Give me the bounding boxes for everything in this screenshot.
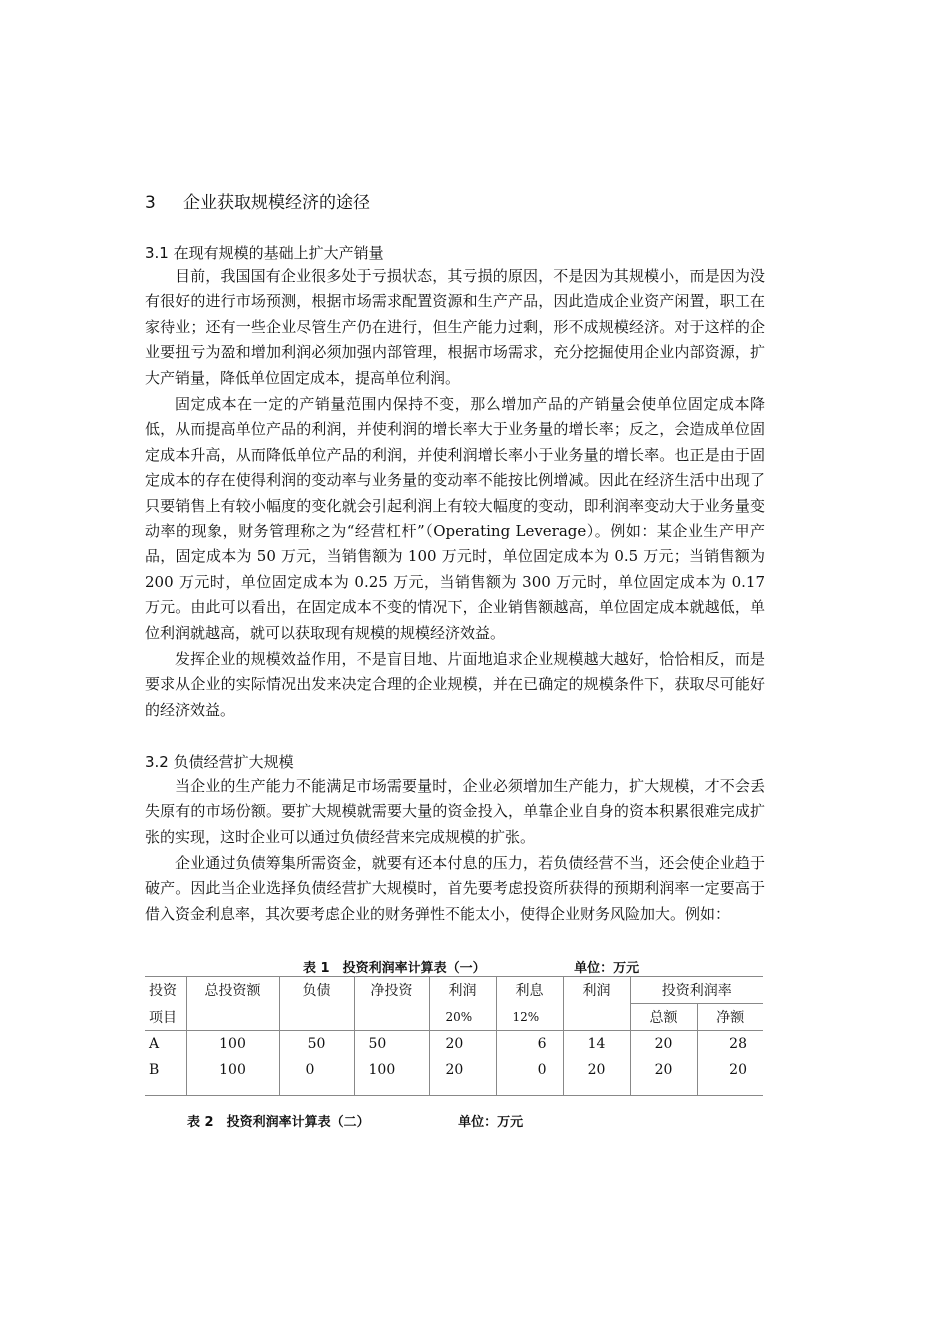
header-roi: 投资利润率 <box>630 977 763 1004</box>
cell-profit: 20 <box>563 1057 630 1083</box>
header-roi-net: 净额 <box>697 1004 763 1031</box>
cell-net: 100 <box>354 1057 429 1083</box>
cell-roi-net: 20 <box>697 1057 763 1083</box>
table2-caption: 表 2 投资利润率计算表（二） <box>187 1115 370 1130</box>
table-subheader-row <box>145 1004 763 1031</box>
header-debt: 负债 <box>279 977 354 1004</box>
table1-caption-row <box>303 957 639 976</box>
header-roi-total: 总额 <box>630 1004 697 1031</box>
paragraph-3-1-3: 发挥企业的规模效益作用，不是盲目地、片面地追求企业规模越大越好，恰恰相反，而是要求从企业的实际情况出发来决定合理的企业规模，并在已确定的规模条件下，获取尽可能好的经济效益。 <box>145 650 765 719</box>
paragraph-3-2-1: 当企业的生产能力不能满足市场需要量时，企业必须增加生产能力，扩大规模，才不会丢失原有的市场份额。要扩大规模就需要大量的资金投入，单靠企业自身的资本积累很难完成扩张的实现，这时企业可以通过负债经营来完成规模的扩张。 <box>145 777 765 846</box>
subsection-heading-3-1: 3.1 在现有规模的基础上扩大产销量 <box>145 244 384 262</box>
table-row <box>145 1057 763 1083</box>
cell-total: 100 <box>186 1057 279 1083</box>
cell-profit-rate: 20 <box>429 1057 496 1083</box>
section-title: 企业获取规模经济的途径 <box>183 193 370 213</box>
cell-profit-rate: 20 <box>429 1031 496 1058</box>
header-interest: 利息 <box>496 977 563 1004</box>
cell-total: 100 <box>186 1031 279 1058</box>
paragraph-3-1-2: 固定成本在一定的产销量范围内保持不变，那么增加产品的产销量会使单位固定成本降低，从而提高单位产品的利润，并使利润的增长率大于业务量的增长率；反之，会造成单位固定成本升高，从而降低单位产品的利润，并使利润增长率小于业务量的增长率。也正是由于固定成本的存在使得利润的变动率与业务量的变动率不能按比例增减。因此在经济生活中出现了只要销售上有较小幅度的变化就会引起利润上有较大幅度的变动，即利润率变动大于业务量变动率的现象，财务管理称之为“经营杠杆”（Operating Leverage）。例如：某企业生产甲产品，固定成本为 50 万元，当销售额为 100 万元时，单位固定成本为 0.5 万元；当销售额为 200 万元时，单位固定成本为 0.25 万元，当销售额为 300 万元时，单位固定成本为 0.17 万元。由此可以看出，在固定成本不变的情况下，企业销售额越高，单位固定成本就越低，单位利润就越高，就可以获取现有规模的规模经济效益。 <box>145 395 765 642</box>
cell-item: A <box>149 1036 160 1052</box>
cell-interest: 0 <box>496 1057 563 1083</box>
header-profit-rate-pct: 20% <box>429 1004 496 1031</box>
investment-profit-table-1 <box>145 976 763 1096</box>
table1-unit: 单位：万元 <box>574 961 640 976</box>
cell-debt: 50 <box>279 1031 354 1058</box>
table-row <box>145 1031 763 1058</box>
header-net-investment: 净投资 <box>354 977 429 1004</box>
section-number: 3 <box>145 193 156 213</box>
cell-roi-total: 20 <box>630 1057 697 1083</box>
paragraph-3-1-1: 目前，我国国有企业很多处于亏损状态，其亏损的原因，不是因为其规模小，而是因为没有很好的进行市场预测，根据市场需求配置资源和生产产品，因此造成企业资产闲置，职工在家待业；还有一些企业尽管生产仍在进行，但生产能力过剩，形不成规模经济。对于这样的企业要扭亏为盈和增加利润必须加强内部管理，根据市场需求，充分挖掘使用企业内部资源，扩大产销量，降低单位固定成本，提高单位利润。 <box>145 267 765 387</box>
subsection-heading-3-2: 3.2 负债经营扩大规模 <box>145 753 294 771</box>
cell-net: 50 <box>354 1031 429 1058</box>
cell-profit: 14 <box>563 1031 630 1058</box>
table2-unit: 单位：万元 <box>458 1115 524 1130</box>
table1-caption: 表 1 投资利润率计算表（一） <box>303 961 486 976</box>
cell-debt: 0 <box>279 1057 354 1083</box>
cell-roi-net: 28 <box>697 1031 763 1058</box>
section-heading <box>145 188 370 213</box>
paragraph-3-2-2: 企业通过负债筹集所需资金，就要有还本付息的压力，若负债经营不当，还会使企业趋于破产。因此当企业选择负债经营扩大规模时，首先要考虑投资所获得的预期利润率一定要高于借入资金利息率，其次要考虑企业的财务弹性不能太小，使得企业财务风险加大。例如： <box>145 854 765 923</box>
table-bottom-spacer-row <box>145 1083 763 1096</box>
header-total-investment: 总投资额 <box>186 977 279 1004</box>
header-profit: 利润 <box>563 977 630 1004</box>
header-profit-rate: 利润 <box>429 977 496 1004</box>
header-interest-pct: 12% <box>496 1004 563 1031</box>
cell-interest: 6 <box>496 1031 563 1058</box>
table-header-row <box>145 977 763 1004</box>
table2-caption-row <box>187 1111 523 1130</box>
cell-roi-total: 20 <box>630 1031 697 1058</box>
header-item: 投资 <box>145 977 186 1004</box>
cell-item: B <box>149 1062 160 1078</box>
header-item-2: 项目 <box>145 1004 186 1031</box>
